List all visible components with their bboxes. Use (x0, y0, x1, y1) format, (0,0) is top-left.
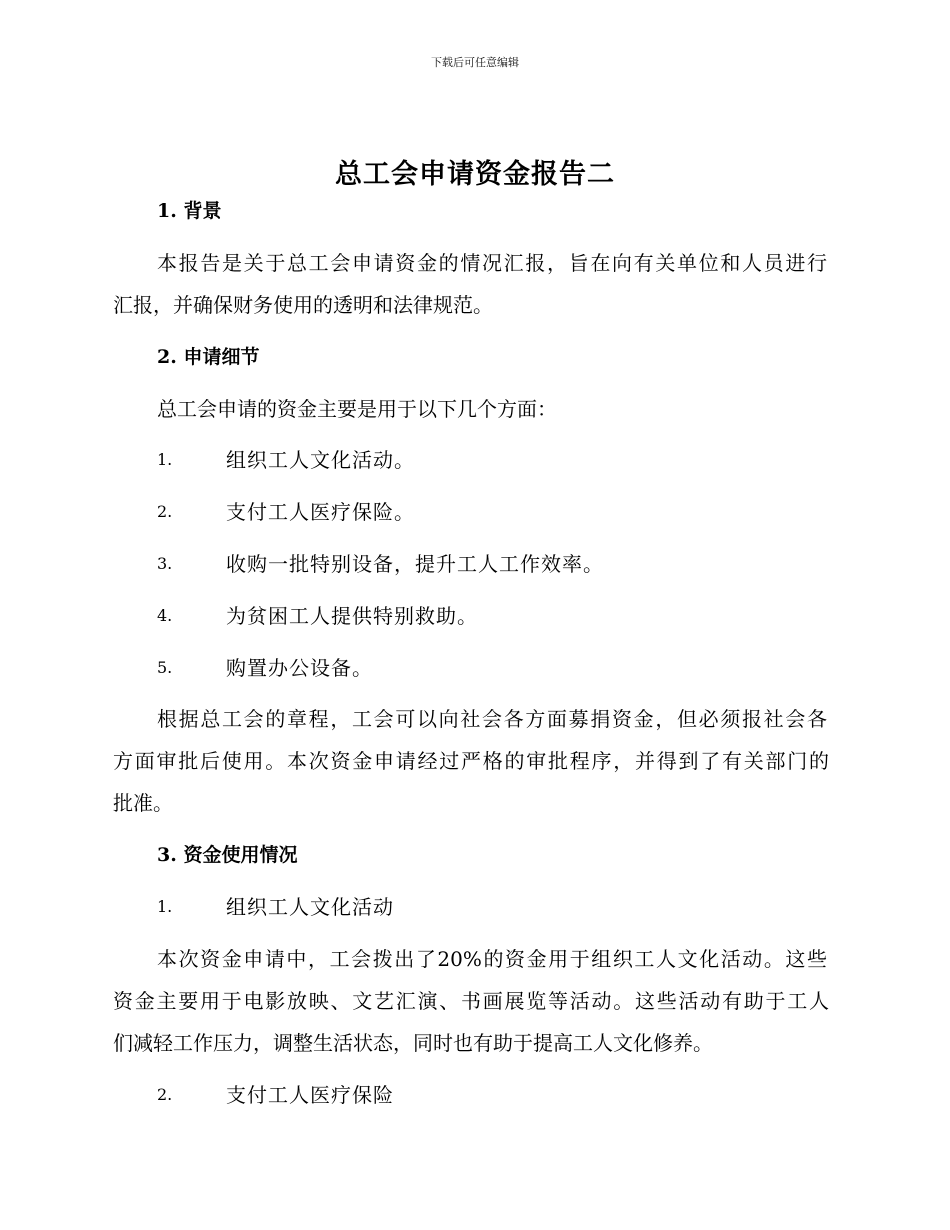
list-item-number: 4. (157, 606, 173, 625)
paragraph-line: 本报告是关于总工会申请资金的情况汇报，旨在向有关单位和人员进行 (157, 251, 827, 275)
list-item-text: 购置办公设备。 (226, 656, 373, 680)
list-item (0, 447, 950, 473)
list-item-text: 组织工人文化活动。 (226, 448, 415, 472)
list-item (0, 603, 950, 629)
paragraph-line: 批准。 (113, 791, 173, 815)
list-item (0, 551, 950, 577)
paragraph-line: 们减轻工作压力，调整生活状态，同时也有助于提高工人文化修养。 (113, 1031, 713, 1055)
paragraph-line: 根据总工会的章程，工会可以向社会各方面募捐资金，但必须报社会各 (157, 707, 827, 731)
subsection-text: 组织工人文化活动 (226, 895, 394, 919)
paragraph-line: 本次资金申请中，工会拨出了20%的资金用于组织工人文化活动。这些 (157, 947, 827, 971)
list-item-number: 1. (157, 450, 173, 469)
subsection-text: 支付工人医疗保险 (226, 1083, 394, 1107)
list-item-text: 支付工人医疗保险。 (226, 500, 415, 524)
paragraph-line: 资金主要用于电影放映、文艺汇演、书画展览等活动。这些活动有助于工人 (113, 989, 829, 1013)
list-intro: 总工会申请的资金主要是用于以下几个方面： (157, 397, 557, 421)
list-item-text: 收购一批特别设备，提升工人工作效率。 (226, 552, 604, 576)
list-item (0, 655, 950, 681)
section-heading-details: 2. 申请细节 (157, 346, 260, 368)
section-heading-background: 1. 背景 (157, 200, 222, 222)
paragraph-line: 汇报，并确保财务使用的透明和法律规范。 (113, 293, 493, 317)
subsection-heading (0, 894, 950, 920)
section-heading-fund-usage: 3. 资金使用情况 (157, 844, 298, 866)
subsection-number: 1. (157, 897, 173, 916)
list-item (0, 499, 950, 525)
list-item-number: 2. (157, 502, 173, 521)
page-header-note: 下载后可任意编辑 (431, 56, 519, 69)
subsection-number: 2. (157, 1085, 173, 1104)
list-item-text: 为贫困工人提供特别救助。 (226, 604, 478, 628)
document-title: 总工会申请资金报告二 (335, 159, 615, 190)
list-item-number: 5. (157, 658, 173, 677)
list-item-number: 3. (157, 554, 173, 573)
subsection-heading (0, 1082, 950, 1108)
paragraph-line: 方面审批后使用。本次资金申请经过严格的审批程序，并得到了有关部门的 (113, 749, 829, 773)
